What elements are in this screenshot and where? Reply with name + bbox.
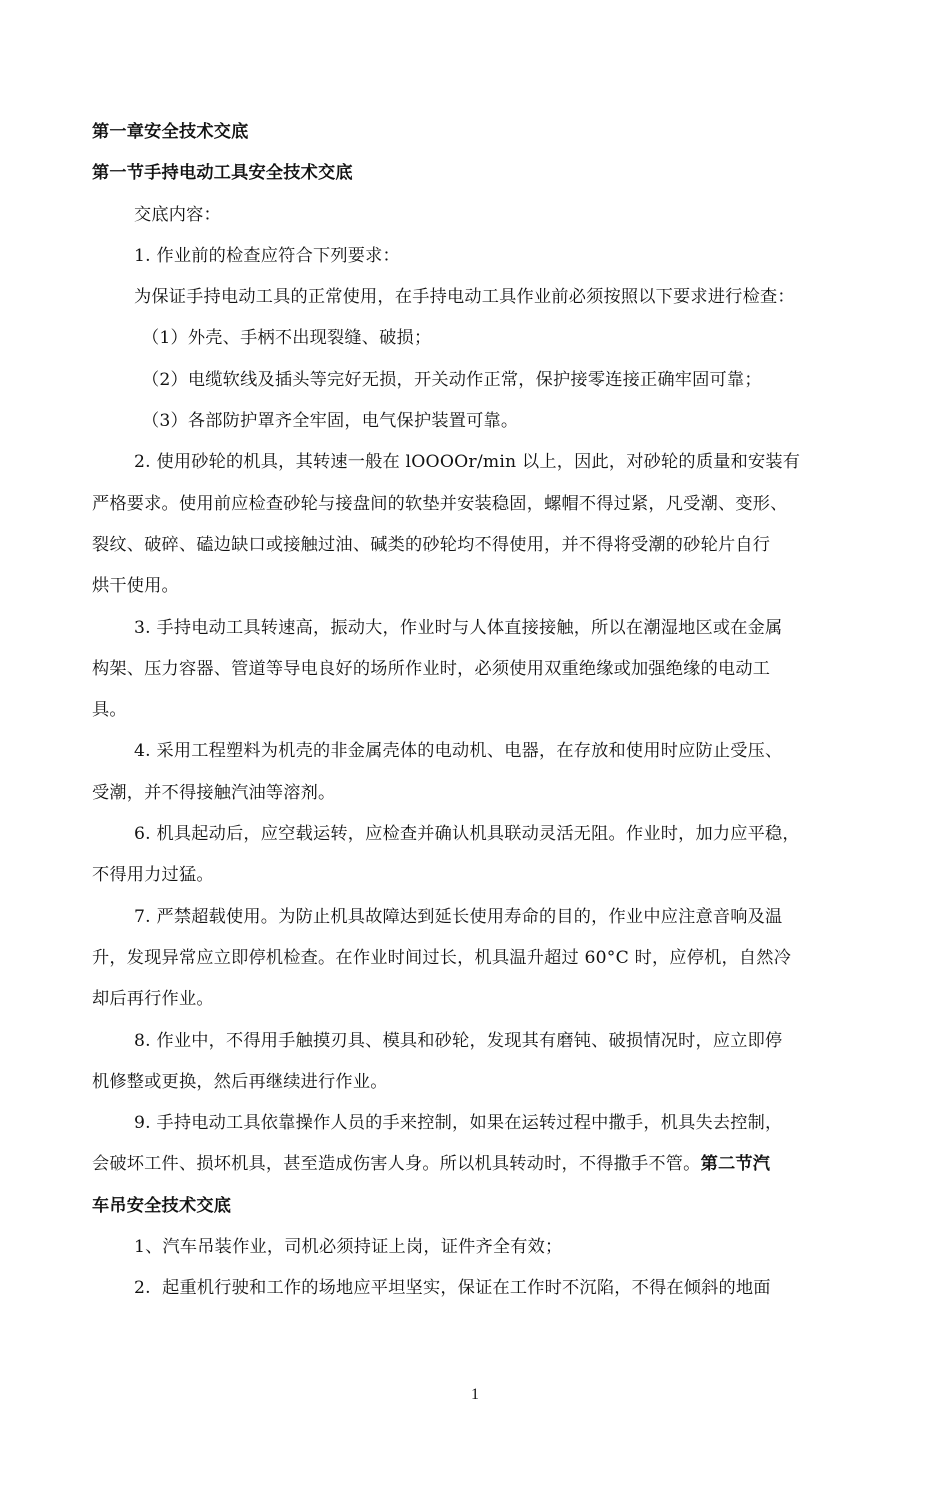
item-4-line: 受潮，并不得接触汽油等溶剂。: [92, 782, 336, 803]
item-1-sub-2: （2）电缆软线及插头等完好无损，开关动作正常，保护接零连接正确牢固可靠；: [142, 369, 762, 390]
item-6-line: 不得用力过猛。: [92, 865, 214, 886]
item-7-line: 7. 严禁超载使用。为防止机具故障达到延长使用寿命的目的，作业中应注意音响及温: [134, 906, 783, 927]
item-2-line: 裂纹、破碎、磕边缺口或接触过油、碱类的砂轮均不得使用，并不得将受潮的砂轮片自行: [92, 534, 771, 555]
item-3-line: 3. 手持电动工具转速高，振动大，作业时与人体直接接触，所以在潮湿地区或在金属: [134, 617, 783, 638]
item-9-line: [92, 1144, 882, 1185]
section-title: 第一节手持电动工具安全技术交底: [92, 163, 353, 184]
item-6-line: 6. 机具起动后，应空载运转，应检查并确认机具联动灵活无阻。作业时，加力应平稳，: [134, 824, 800, 845]
item-4-line: 4. 采用工程塑料为机壳的非金属壳体的电动机、电器，在存放和使用时应防止受压、: [134, 741, 783, 762]
document-page: [92, 112, 882, 1310]
item-3-line: 具。: [92, 700, 127, 721]
item-8-line: 8. 作业中，不得用手触摸刃具、模具和砂轮，发现其有磨钝、破损情况时，应立即停: [134, 1030, 783, 1051]
item-1-sub-1: （1）外壳、手柄不出现裂缝、破损；: [142, 328, 432, 349]
item-9-text: 会破坏工件、损坏机具，甚至造成伤害人身。所以机具转动时，不得撒手不管。: [92, 1154, 701, 1175]
section-2-title-start: 第二节汽: [700, 1154, 771, 1175]
item-3-line: 构架、压力容器、管道等导电良好的场所作业时，必须使用双重绝缘或加强绝缘的电动工: [92, 658, 771, 679]
item-7-line: 升，发现异常应立即停机检查。在作业时间过长，机具温升超过 60°C 时，应停机，自然冷: [92, 947, 792, 968]
item-2-line: 烘干使用。: [92, 576, 179, 597]
item-1-heading: 1. 作业前的检查应符合下列要求：: [134, 245, 400, 266]
item-9-line: 9. 手持电动工具依靠操作人员的手来控制，如果在运转过程中撒手，机具失去控制，: [134, 1113, 783, 1134]
section-2-title-end: 车吊安全技术交底: [92, 1195, 232, 1216]
page-number: 1: [471, 1386, 479, 1403]
chapter-title: 第一章安全技术交底: [92, 122, 249, 142]
item-1-sub-3: （3）各部防护罩齐全牢固，电气保护装置可靠。: [142, 411, 519, 432]
crane-item-2: 2. 起重机行驶和工作的场地应平坦坚实，保证在工作时不沉陷，不得在倾斜的地面: [134, 1278, 771, 1299]
item-7-line: 却后再行作业。: [92, 989, 214, 1010]
item-8-line: 机修整或更换，然后再继续进行作业。: [92, 1071, 388, 1092]
intro-label: 交底内容：: [134, 204, 221, 225]
item-2-line: 2. 使用砂轮的机具，其转速一般在 lOOOOr/min 以上，因此，对砂轮的质量和安装有: [134, 452, 801, 473]
item-2-line: 严格要求。使用前应检查砂轮与接盘间的软垫并安装稳固，螺帽不得过紧，凡受潮、变形、: [92, 493, 788, 514]
item-1-lead: 为保证手持电动工具的正常使用，在手持电动工具作业前必须按照以下要求进行检查：: [134, 287, 795, 308]
crane-item-1: 1、汽车吊装作业，司机必须持证上岗，证件齐全有效；: [134, 1237, 563, 1258]
